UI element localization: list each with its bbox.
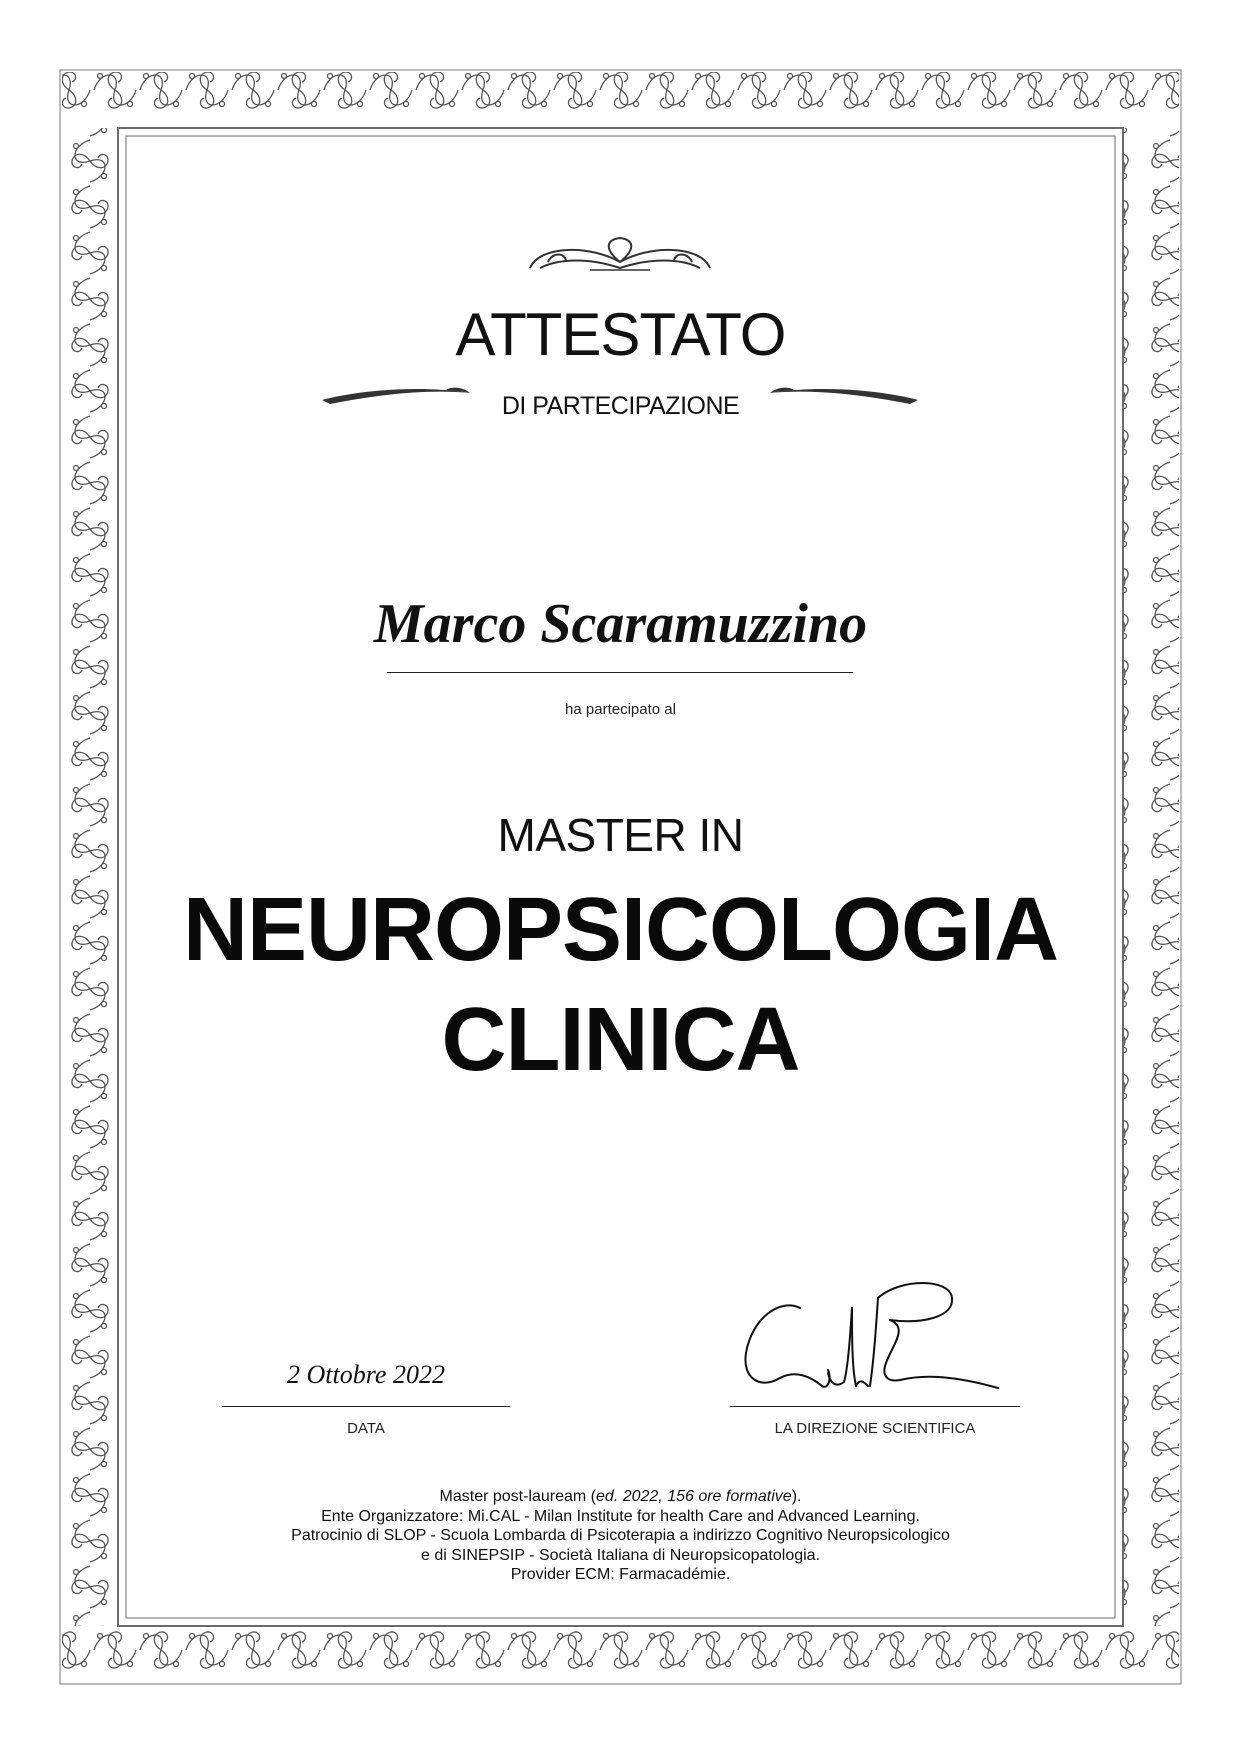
signature-underline: [730, 1406, 1020, 1407]
footer-line-5: Provider ECM: Farmacadémie.: [510, 1566, 731, 1583]
certificate-subtitle: DI PARTECIPAZIONE: [501, 392, 740, 420]
date-label: DATA: [347, 1420, 385, 1437]
certificate-title: ATTESTATO: [455, 301, 786, 368]
handwritten-signature: [740, 1278, 1010, 1408]
course-title-line1: NEUROPSICOLOGIA: [182, 880, 1059, 980]
footer-notes: [0, 1487, 1241, 1585]
signature-label: LA DIREZIONE SCIENTIFICA: [774, 1420, 976, 1437]
recipient-name: Marco Scaramuzzino: [373, 593, 868, 655]
recipient-underline: [387, 672, 853, 673]
date-value: 2 Ottobre 2022: [287, 1360, 445, 1389]
footer-line-1: Master post-lauream (ed. 2022, 156 ore formative).: [439, 1488, 802, 1505]
course-title-line2: CLINICA: [441, 990, 800, 1090]
footer-line-4: e di SINEPSIP - Società Italiana di Neuropsicopatologia.: [420, 1546, 821, 1564]
course-prefix: MASTER IN: [497, 809, 744, 861]
footer-line-2: Ente Organizzatore: Mi.CAL - Milan Institute for health Care and Advanced Learning.: [321, 1507, 920, 1525]
participation-text: ha partecipato al: [565, 701, 676, 718]
date-underline: [222, 1406, 510, 1407]
footer-line-3: Patrocinio di SLOP - Scuola Lombarda di Psicoterapia a indirizzo Cognitivo Neuropsicologico: [291, 1527, 950, 1544]
